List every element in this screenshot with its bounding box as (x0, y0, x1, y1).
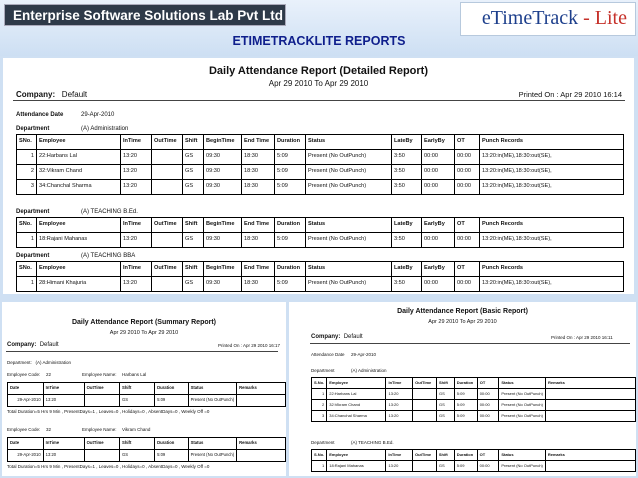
detailed-group-row (17, 180, 624, 195)
company-name: Enterprise Software Solutions Lab Pvt Ltd (13, 8, 284, 23)
table-cell: GS (183, 180, 204, 195)
table-cell: 1 (17, 150, 37, 165)
table-cell: 13:20 (386, 400, 413, 411)
table-cell: GS (183, 150, 204, 165)
table-cell: 13:20 (43, 395, 84, 407)
column-header: OutTime (84, 438, 119, 450)
column-header: InTime (121, 135, 152, 150)
basic-dept-label: Department (311, 368, 335, 373)
column-header: LateBy (392, 262, 422, 277)
column-header: OT (455, 262, 480, 277)
detailed-dept-label: Department (16, 126, 50, 132)
basic-group-header-row (312, 378, 636, 389)
summary-employee-header-row (8, 438, 286, 450)
detailed-att-date-label: Attendance Date (16, 112, 64, 118)
table-cell (413, 411, 437, 422)
column-header: BeginTime (204, 218, 242, 233)
detailed-group-table (16, 134, 624, 195)
column-header: BeginTime (204, 262, 242, 277)
detailed-dept-name: (A) TEACHING B.Ed. (81, 209, 138, 215)
column-header: SNo. (17, 262, 37, 277)
summary-dept-label: Department: (7, 360, 32, 365)
column-header: OT (477, 378, 499, 389)
detailed-group-table (16, 217, 624, 248)
column-header: SNo. (17, 218, 37, 233)
column-header: InTime (43, 438, 84, 450)
table-cell: 00:00 (422, 180, 455, 195)
column-header: Employee (37, 218, 121, 233)
column-header: Employee (37, 262, 121, 277)
company-banner (4, 4, 286, 26)
column-header: Date (8, 438, 44, 450)
table-cell: 5:09 (454, 411, 477, 422)
column-header: Status (306, 135, 392, 150)
table-cell: 34:Chanchal Sharma (37, 180, 121, 195)
table-cell: 3:50 (392, 150, 422, 165)
column-header: Employee (327, 450, 386, 461)
basic-group-header-row (312, 450, 636, 461)
column-header: OutTime (84, 383, 119, 395)
column-header: Shift (183, 262, 204, 277)
column-header: LateBy (392, 135, 422, 150)
table-cell (152, 150, 183, 165)
column-header: BeginTime (204, 135, 242, 150)
table-cell: 13:20 (121, 180, 152, 195)
summary-total: Total Duration=5 Hrs 9 Min , PresentDays=1 , Leaves=0 , Holidays=0 , AbsentDays=0 , Weekly Off =0 (7, 464, 210, 469)
summary-printed-on: Printed On : Apr 29 2010 16:17 (218, 343, 281, 348)
basic-group-row (312, 411, 636, 422)
table-cell: 13:20 (43, 450, 84, 462)
column-header: Duration (275, 218, 306, 233)
table-cell: 3:50 (392, 277, 422, 292)
column-header: Shift (436, 450, 454, 461)
table-cell: 00:00 (422, 165, 455, 180)
basic-dept-label: Department (311, 440, 335, 445)
summary-report-sheet (2, 302, 286, 476)
table-cell: Present (No OutPunch) (499, 411, 546, 422)
table-cell: 09:30 (204, 150, 242, 165)
column-header: EarlyBy (422, 135, 455, 150)
basic-dept-name: (A) Administration (351, 368, 387, 373)
column-header: OT (455, 135, 480, 150)
column-header: Shift (183, 135, 204, 150)
detailed-dept-name: (A) Administration (81, 126, 129, 132)
table-cell: 13:20:in(ME),18:30:out(SE), (480, 165, 624, 180)
table-cell (413, 389, 437, 400)
table-cell: 13:20 (121, 150, 152, 165)
table-cell: 5:09 (155, 395, 188, 407)
detailed-group-row (17, 150, 624, 165)
column-header: Employee (327, 378, 386, 389)
table-cell: GS (183, 165, 204, 180)
summary-emp-name: Vikram Chand (122, 427, 151, 432)
column-header: SNo. (17, 135, 37, 150)
table-cell: GS (436, 411, 454, 422)
table-cell: 00:00 (477, 411, 499, 422)
table-cell (84, 450, 119, 462)
table-cell: Present (No OutPunch) (306, 180, 392, 195)
column-header: OutTime (413, 378, 437, 389)
table-cell: 3:50 (392, 233, 422, 248)
table-cell: GS (183, 277, 204, 292)
table-cell (413, 400, 437, 411)
table-cell: 00:00 (477, 400, 499, 411)
table-cell: 3 (17, 180, 37, 195)
table-cell (412, 461, 436, 472)
summary-employee-header-row (8, 383, 286, 395)
detailed-dept-label: Department (16, 209, 50, 215)
table-cell: 5:09 (155, 450, 188, 462)
column-header: Shift (120, 438, 155, 450)
column-header: OutTime (152, 262, 183, 277)
table-cell: Present (No OutPunch) (499, 400, 546, 411)
column-header: Duration (454, 378, 477, 389)
table-cell: 32:Vikram Chand (37, 165, 121, 180)
table-cell: 13:20:in(ME),18:30:out(SE), (480, 277, 624, 292)
column-header: Remarks (545, 378, 635, 389)
column-header: EarlyBy (422, 262, 455, 277)
column-header: Shift (183, 218, 204, 233)
table-cell: 00:00 (455, 150, 480, 165)
summary-header-rule (6, 351, 278, 352)
detailed-group-row (17, 165, 624, 180)
detailed-group-header-row (17, 262, 624, 277)
table-cell: 18:Rajani Mahanas (37, 233, 121, 248)
table-cell: 13:20 (386, 461, 413, 472)
column-header: InTime (121, 218, 152, 233)
summary-emp-code-label: Employee Code: (7, 372, 41, 377)
table-cell: Present (No OutPunch) (306, 277, 392, 292)
table-cell: 29-Apr-2010 (8, 395, 44, 407)
detailed-group-header-row (17, 218, 624, 233)
summary-emp-name-label: Employee Name: (82, 427, 117, 432)
table-cell (545, 461, 635, 472)
table-cell: 00:00 (455, 180, 480, 195)
column-header: Remarks (545, 450, 635, 461)
table-cell: 00:00 (455, 277, 480, 292)
table-cell: 3:50 (392, 180, 422, 195)
column-header: Duration (454, 450, 477, 461)
table-cell: GS (183, 233, 204, 248)
basic-group-table (311, 377, 636, 422)
detailed-company-value: Default (61, 90, 88, 99)
column-header: S.No. (312, 450, 327, 461)
table-cell: Present (No OutPunch) (188, 395, 237, 407)
column-header: InTime (386, 378, 413, 389)
table-cell: 13:20 (121, 277, 152, 292)
table-cell: 18:30 (242, 150, 275, 165)
column-header: Status (499, 378, 546, 389)
column-header: Duration (155, 438, 188, 450)
table-cell: 00:00 (422, 150, 455, 165)
table-cell (545, 411, 635, 422)
basic-group-row (312, 400, 636, 411)
column-header: OutTime (412, 450, 436, 461)
column-header: Shift (120, 383, 155, 395)
detailed-company-label: Company: (16, 90, 56, 99)
table-cell: 29-Apr-2010 (8, 450, 44, 462)
logo-suffix-text: - Lite (578, 7, 627, 29)
column-header: End Time (242, 135, 275, 150)
table-cell (237, 395, 286, 407)
table-cell (152, 180, 183, 195)
summary-company-label: Company: (7, 342, 37, 348)
logo-main-text: eTimeTrack (481, 7, 579, 29)
table-cell: 22:Harbans Lal (327, 389, 386, 400)
column-header: Punch Records (480, 262, 624, 277)
detailed-printed-on: Printed On : Apr 29 2010 16:14 (518, 90, 622, 99)
basic-date-range: Apr 29 2010 To Apr 29 2010 (428, 319, 497, 325)
column-header: OT (477, 450, 499, 461)
table-cell: 09:30 (204, 277, 242, 292)
column-header: Duration (275, 262, 306, 277)
table-cell: 28:Himani Khajuria (37, 277, 121, 292)
basic-company-label: Company: (311, 334, 341, 340)
column-header: Status (188, 438, 237, 450)
summary-date-range: Apr 29 2010 To Apr 29 2010 (109, 330, 179, 336)
summary-employee-table (7, 382, 286, 407)
table-cell: 00:00 (455, 233, 480, 248)
column-header: Remarks (237, 383, 286, 395)
column-header: Punch Records (480, 218, 624, 233)
table-cell: 09:30 (204, 165, 242, 180)
table-cell: Present (No OutPunch) (306, 150, 392, 165)
table-cell: 1 (17, 233, 37, 248)
basic-header-rule (310, 343, 630, 344)
column-header: InTime (43, 383, 84, 395)
table-cell: 1 (312, 389, 327, 400)
table-cell: 00:00 (477, 389, 499, 400)
table-cell: Present (No OutPunch) (306, 233, 392, 248)
table-cell: 3 (312, 411, 327, 422)
basic-att-date-label: Attendance Date (311, 352, 345, 357)
table-cell (152, 277, 183, 292)
table-cell: 1 (17, 277, 37, 292)
basic-att-date: 29-Apr-2010 (351, 352, 377, 357)
product-logo (460, 2, 636, 36)
detailed-group-row (17, 233, 624, 248)
table-cell (545, 389, 635, 400)
table-cell: 09:30 (204, 180, 242, 195)
column-header: LateBy (392, 218, 422, 233)
summary-employee-row (8, 395, 286, 407)
summary-emp-name: Harbans Lal (122, 372, 147, 377)
basic-group-row (312, 389, 636, 400)
table-cell: GS (436, 461, 454, 472)
table-cell: 5:09 (275, 165, 306, 180)
table-cell: 18:30 (242, 165, 275, 180)
basic-dept-name: (A) TEACHING B.Ed. (351, 440, 394, 445)
basic-group-row (312, 461, 636, 472)
column-header: Status (306, 262, 392, 277)
column-header: Remarks (237, 438, 286, 450)
column-header: Duration (275, 135, 306, 150)
table-cell: 1 (312, 461, 327, 472)
table-cell: 5:09 (275, 150, 306, 165)
page-title: ETIMETRACKLITE REPORTS (232, 34, 406, 48)
table-cell: 13:20 (386, 411, 413, 422)
table-cell: 13:20:in(ME),18:30:out(SE), (480, 233, 624, 248)
column-header: Status (306, 218, 392, 233)
table-cell: 2 (312, 400, 327, 411)
table-cell: 18:Rajani Mahanas (327, 461, 386, 472)
column-header: Shift (436, 378, 454, 389)
table-cell: 00:00 (422, 233, 455, 248)
column-header: End Time (242, 262, 275, 277)
basic-report-sheet (289, 302, 636, 476)
table-cell: 18:30 (242, 180, 275, 195)
table-cell: 2 (17, 165, 37, 180)
table-cell: 22:Harbans Lal (37, 150, 121, 165)
table-cell: 5:09 (275, 277, 306, 292)
summary-employee-row (8, 450, 286, 462)
table-cell (545, 400, 635, 411)
column-header: OT (455, 218, 480, 233)
table-cell: 00:00 (455, 165, 480, 180)
table-cell: 5:09 (275, 233, 306, 248)
table-cell: Present (No OutPunch) (499, 389, 546, 400)
detailed-group-header-row (17, 135, 624, 150)
column-header: EarlyBy (422, 218, 455, 233)
table-cell: GS (436, 400, 454, 411)
table-cell (84, 395, 119, 407)
column-header: Duration (155, 383, 188, 395)
table-cell: Present (No OutPunch) (499, 461, 546, 472)
column-header: InTime (121, 262, 152, 277)
table-cell: 32:Vikram Chand (327, 400, 386, 411)
table-cell: 13:20 (121, 233, 152, 248)
column-header: Employee (37, 135, 121, 150)
table-cell (152, 233, 183, 248)
table-cell: 00:00 (422, 277, 455, 292)
table-cell: 00:00 (477, 461, 499, 472)
column-header: OutTime (152, 218, 183, 233)
column-header: Punch Records (480, 135, 624, 150)
table-cell: 5:09 (275, 180, 306, 195)
summary-report-title: Daily Attendance Report (Summary Report) (71, 319, 217, 326)
table-cell: GS (120, 395, 155, 407)
table-cell (152, 165, 183, 180)
table-cell: 09:30 (204, 233, 242, 248)
detailed-date-range: Apr 29 2010 To Apr 29 2010 (268, 79, 369, 88)
header-banner (0, 0, 638, 56)
detailed-header-rule (13, 100, 625, 101)
summary-total: Total Duration=5 Hrs 9 Min , PresentDays=1 , Leaves=0 , Holidays=0 , AbsentDays=0 , Weekly Off =0 (7, 409, 210, 414)
table-cell: GS (120, 450, 155, 462)
basic-printed-on: Printed On : Apr 29 2010 16:11 (551, 335, 613, 340)
table-cell: 18:30 (242, 277, 275, 292)
summary-emp-name-label: Employee Name: (82, 372, 117, 377)
detailed-dept-label: Department (16, 253, 50, 259)
table-cell: 13:20 (386, 389, 413, 400)
basic-report-title: Daily Attendance Report (Basic Report) (397, 308, 528, 315)
basic-company-value: Default (343, 334, 363, 340)
column-header: Status (188, 383, 237, 395)
summary-emp-code: 22 (46, 372, 52, 377)
basic-group-table (311, 449, 636, 472)
table-cell: 13:20:in(ME),18:30:out(SE), (480, 150, 624, 165)
column-header: InTime (386, 450, 413, 461)
table-cell: Present (No OutPunch) (306, 165, 392, 180)
table-cell: 5:09 (454, 389, 477, 400)
summary-employee-table (7, 437, 286, 462)
detailed-group-table (16, 261, 624, 292)
table-cell: 34:Chanchal Sharma (327, 411, 386, 422)
column-header: End Time (242, 218, 275, 233)
detailed-report-title: Daily Attendance Report (Detailed Report) (208, 65, 428, 77)
column-header: OutTime (152, 135, 183, 150)
column-header: Date (8, 383, 44, 395)
table-cell (237, 450, 286, 462)
table-cell: 18:30 (242, 233, 275, 248)
table-cell: 5:09 (454, 461, 477, 472)
table-cell: 13:20:in(ME),18:30:out(SE), (480, 180, 624, 195)
table-cell: Present (No OutPunch) (188, 450, 237, 462)
table-cell: 3:50 (392, 165, 422, 180)
table-cell: 5:09 (454, 400, 477, 411)
detailed-att-date: 29-Apr-2010 (81, 112, 115, 118)
summary-company-value: Default (39, 342, 59, 348)
summary-emp-code: 32 (46, 427, 52, 432)
detailed-report-sheet (3, 58, 634, 294)
column-header: Status (499, 450, 546, 461)
detailed-group-row (17, 277, 624, 292)
table-cell: GS (436, 389, 454, 400)
column-header: S.No. (312, 378, 327, 389)
detailed-dept-name: (A) TEACHING BBA (81, 253, 136, 259)
table-cell: 13:20 (121, 165, 152, 180)
summary-dept-value: (A) Administration (35, 360, 72, 365)
summary-emp-code-label: Employee Code: (7, 427, 41, 432)
